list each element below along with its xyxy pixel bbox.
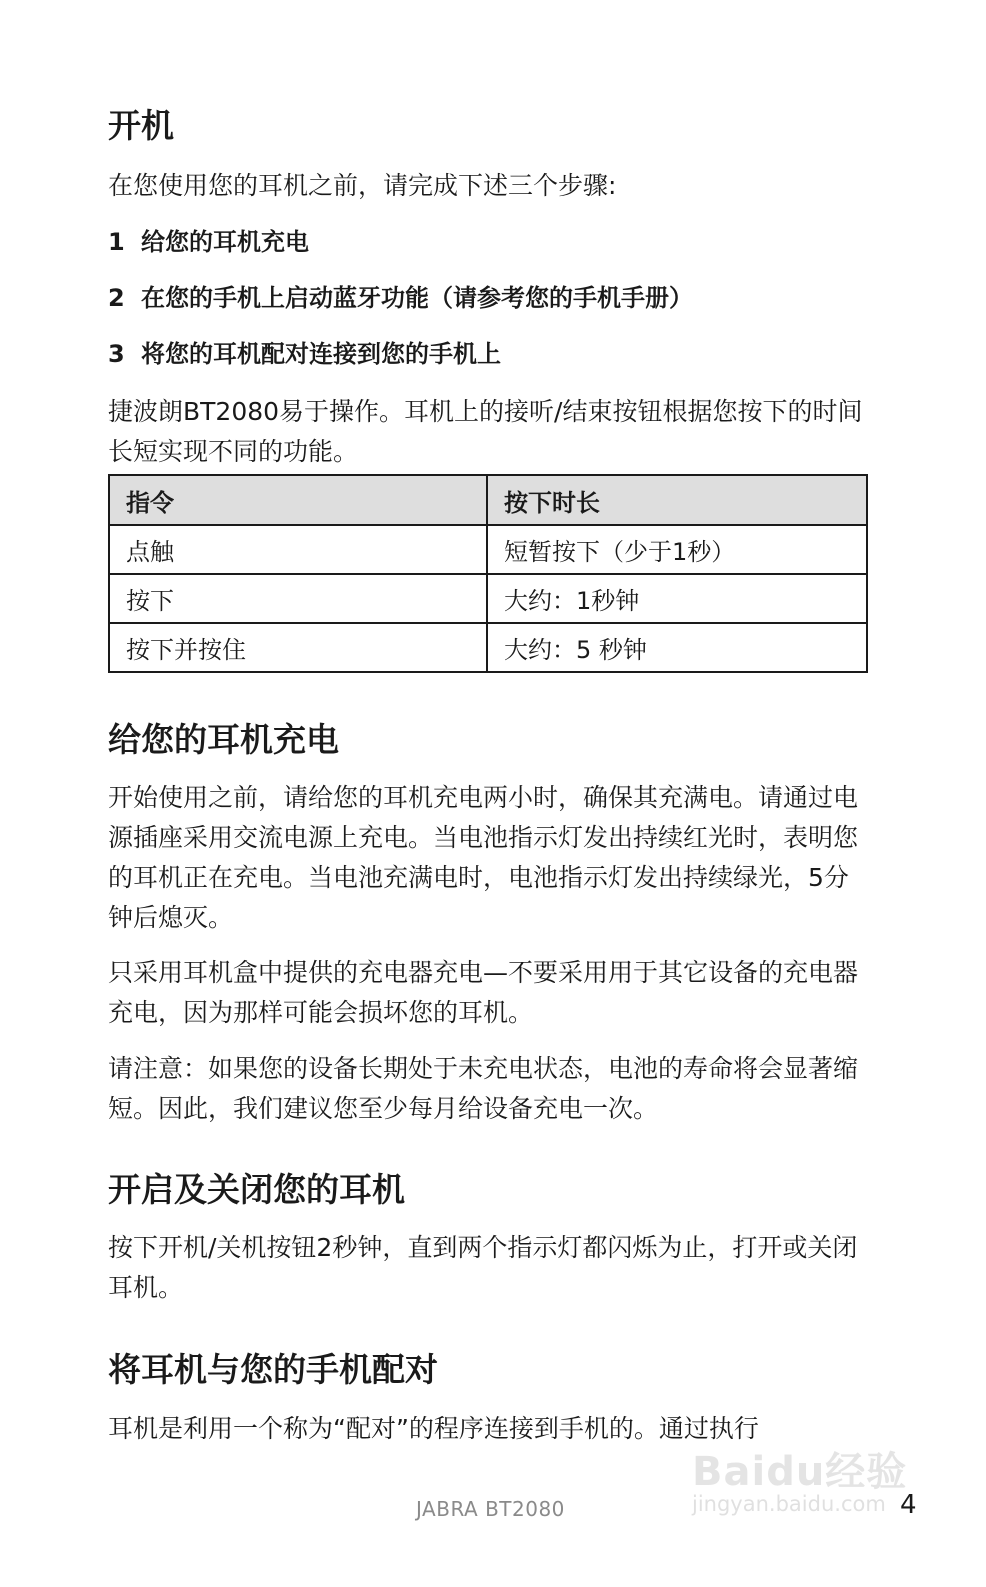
baidu-watermark [692, 1440, 922, 1530]
table-cell-duration: 短暂按下（少于1秒） [487, 525, 867, 574]
step-number: 1 [108, 228, 125, 256]
on-off-paragraph: 按下开机/关机按钮2秒钟，直到两个指示灯都闪烁为止，打开或关闭耳机。 [108, 1233, 858, 1302]
table-row [109, 623, 867, 672]
step-number: 2 [108, 284, 125, 312]
table-cell-command: 按下 [109, 574, 487, 623]
table-header-row [109, 475, 867, 525]
page-number: 4 [900, 1490, 917, 1520]
charging-paragraph-2: 只采用耳机盒中提供的充电器充电—不要采用用于其它设备的充电器充电，因为那样可能会损坏您的耳机。 [108, 958, 859, 1027]
step-text: 在您的手机上启动蓝牙功能（请参考您的手机手册） [141, 284, 693, 312]
table-row [109, 574, 867, 623]
column-header-duration: 按下时长 [487, 475, 867, 525]
table-cell-duration: 大约：5 秒钟 [487, 623, 867, 672]
table-row [109, 525, 867, 574]
column-header-command: 指令 [109, 475, 487, 525]
charging-paragraph-1: 开始使用之前，请给您的耳机充电两小时，确保其充满电。请通过电源插座采用交流电源上充电。当电池指示灯发出持续红光时，表明您的耳机正在充电。当电池充满电时，电池指示灯发出持续绿光，5分钟后熄灭。 [108, 783, 859, 932]
watermark-logo: Baidu经验 [692, 1449, 908, 1495]
section-title-pairing: 将耳机与您的手机配对 [108, 1350, 438, 1389]
power-on-intro: 在您使用您的耳机之前，请完成下述三个步骤: [108, 171, 617, 200]
step-text: 给您的耳机充电 [141, 228, 309, 256]
table-cell-duration: 大约：1秒钟 [487, 574, 867, 623]
footer-brand: JABRA BT2080 [416, 1497, 565, 1521]
step-3 [108, 336, 501, 372]
step-2 [108, 280, 693, 316]
step-number: 3 [108, 340, 125, 368]
watermark-url: jingyan.baidu.com [692, 1492, 886, 1516]
step-1 [108, 224, 309, 260]
section-title-power-on: 开机 [108, 106, 174, 145]
pairing-paragraph: 耳机是利用一个称为“配对”的程序连接到手机的。通过执行 [108, 1414, 759, 1443]
table-cell-command: 按下并按住 [109, 623, 487, 672]
command-table [108, 474, 868, 673]
section-title-charging: 给您的耳机充电 [108, 720, 339, 759]
table-cell-command: 点触 [109, 525, 487, 574]
button-description: 捷波朗BT2080易于操作。耳机上的接听/结束按钮根据您按下的时间长短实现不同的功能。 [108, 397, 863, 466]
charging-paragraph-3: 请注意：如果您的设备长期处于未充电状态，电池的寿命将会显著缩短。因此，我们建议您至少每月给设备充电一次。 [108, 1054, 859, 1123]
step-text: 将您的耳机配对连接到您的手机上 [141, 340, 501, 368]
section-title-on-off: 开启及关闭您的耳机 [108, 1170, 405, 1209]
